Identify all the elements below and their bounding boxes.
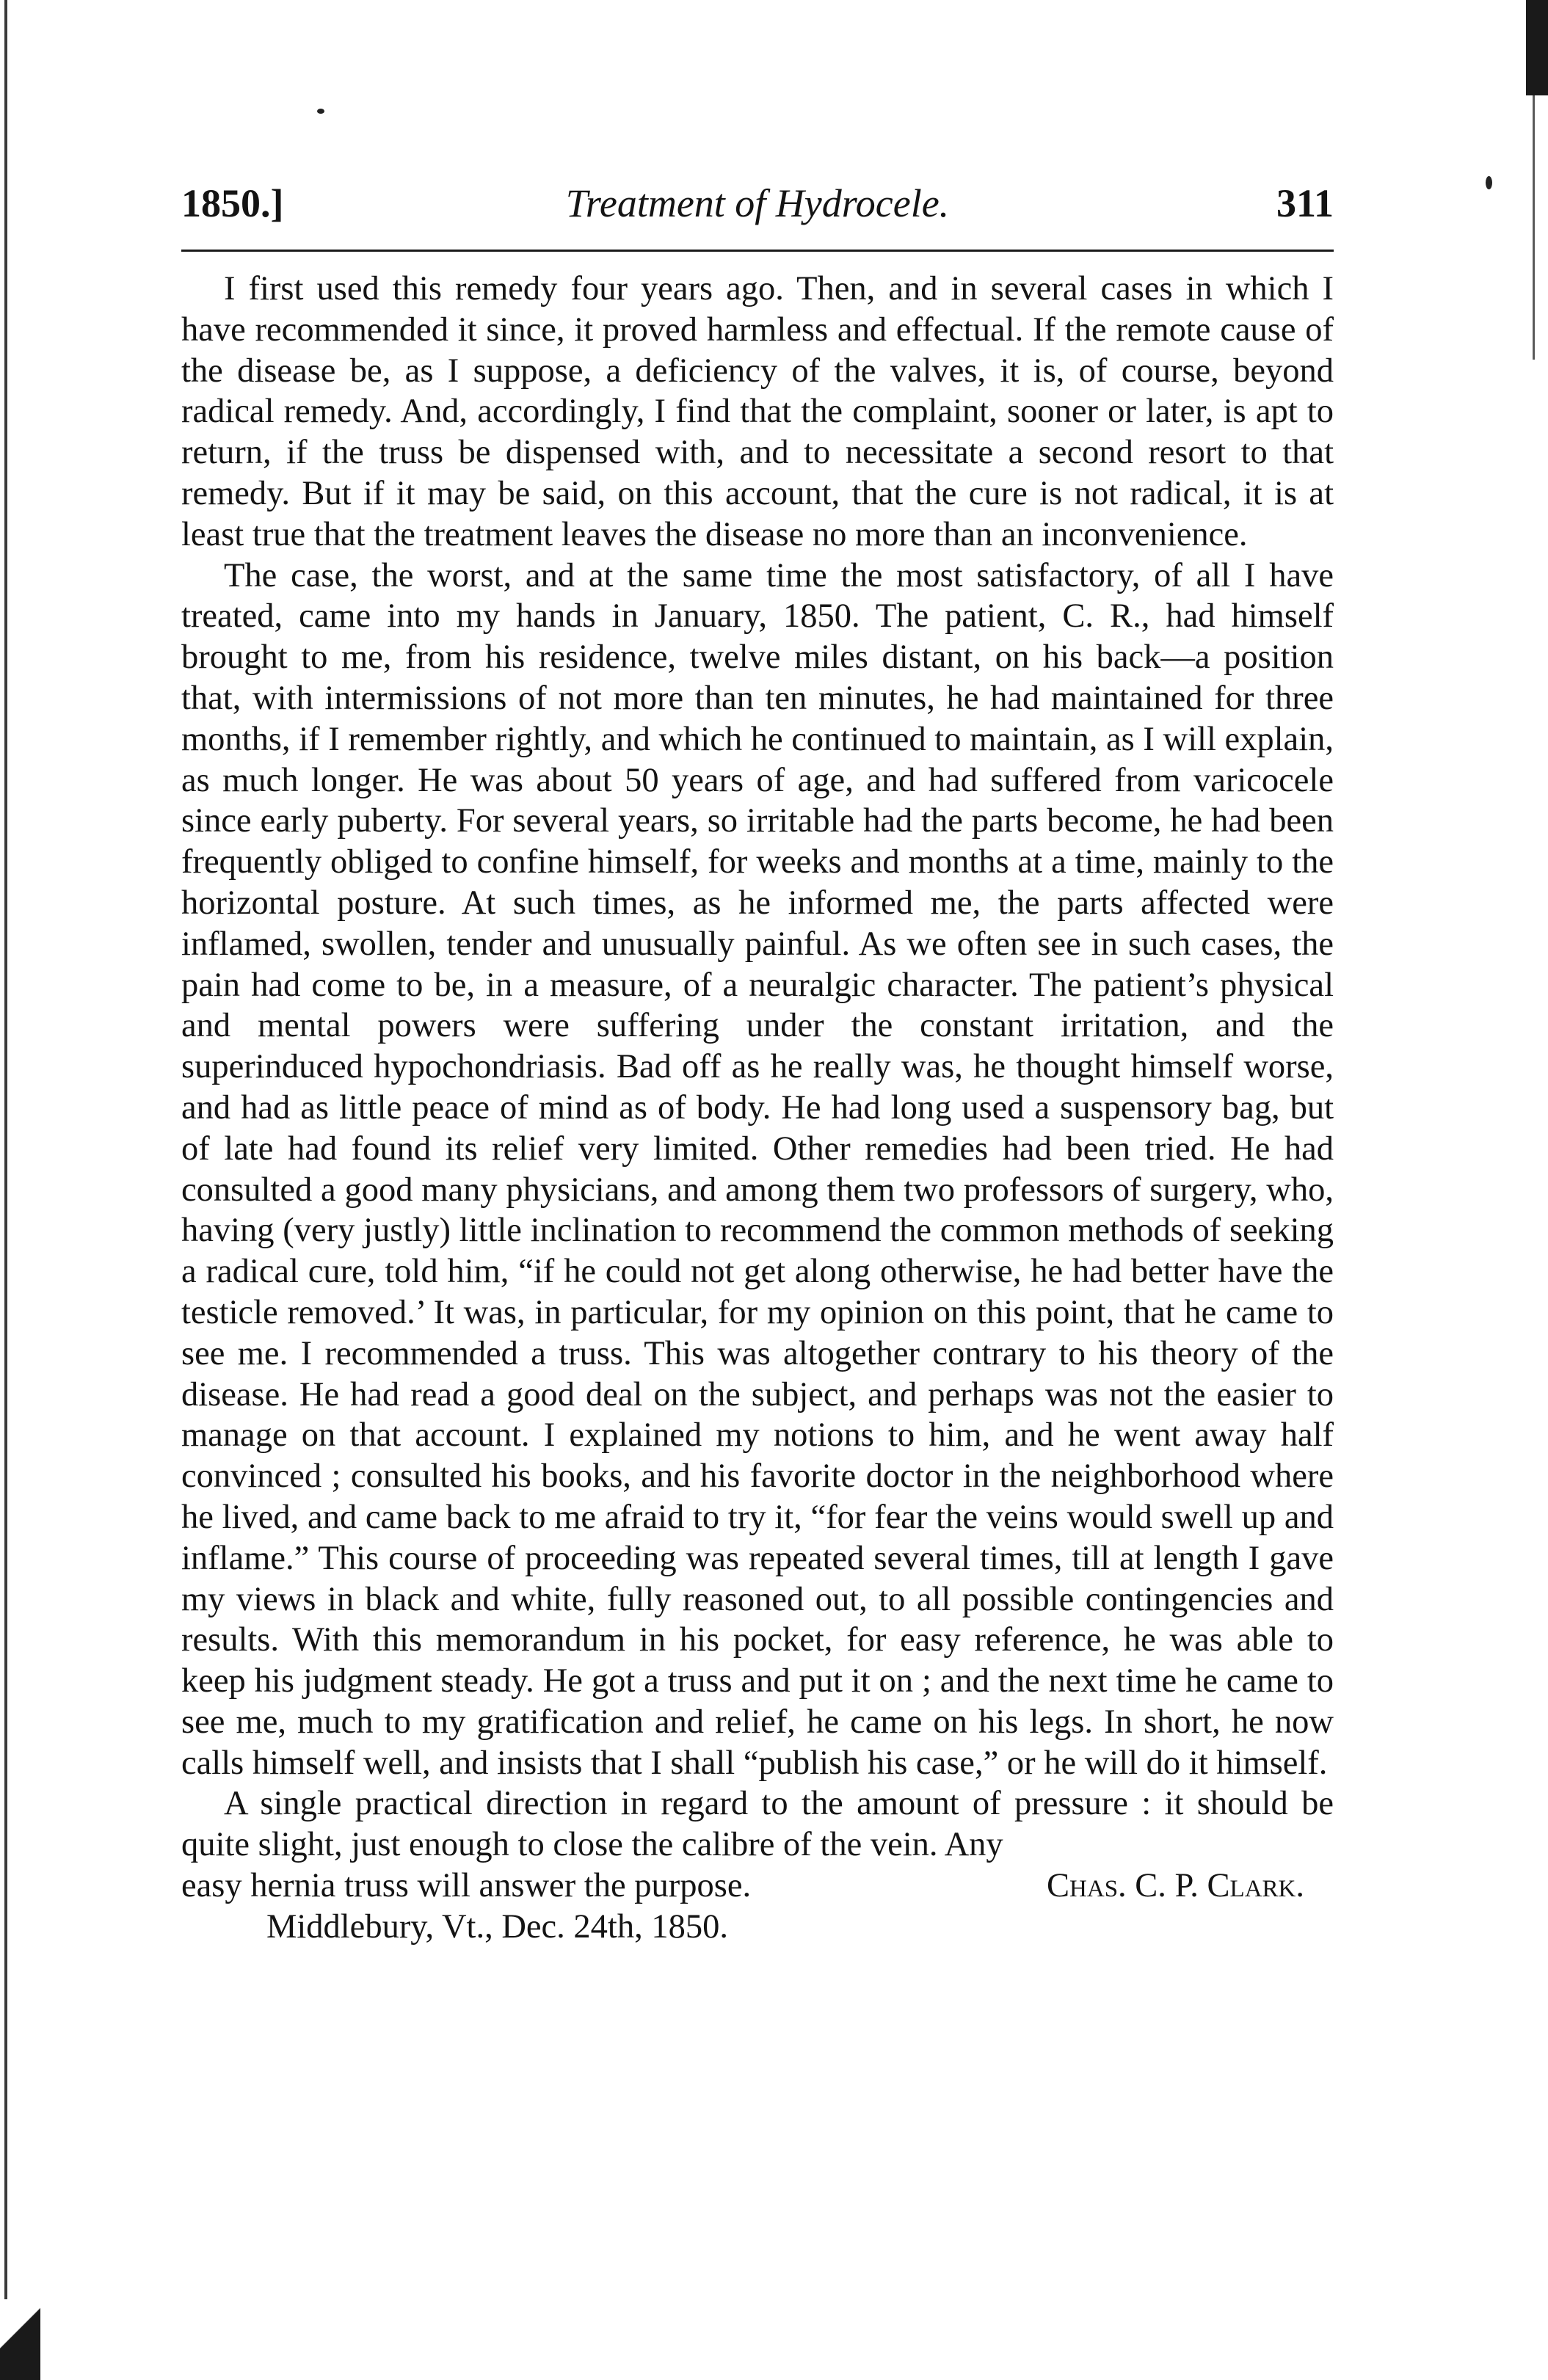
author-signature: Chas. C. P. Clark. — [1047, 1867, 1304, 1905]
header-year: 1850.] — [181, 181, 284, 225]
header-page-number: 311 — [1276, 181, 1334, 225]
scan-edge-left — [4, 0, 7, 2380]
article-body — [181, 269, 1334, 1948]
header-title: Treatment of Hydrocele. — [565, 181, 950, 225]
closing-line: easy hernia truss will answer the purpose. — [181, 1867, 752, 1905]
paragraph-1: I first used this remedy four years ago. Then, and in several cases in which I have recommended it since, it proved harmless and effectual. If the remote cause of the disease be, as I suppose, a deficiency of the valves, it is, of course, beyond radical remedy. And, accordingly, I find that the complaint, sooner or later, is apt to return, if the truss be dispensed with, and to necessitate a second resort to that remedy. But if it may be said, on this account, that the cure is not radical, it is at least true that the treatment leaves the disease no more than an inconvenience. — [181, 270, 1334, 553]
paragraph-2: The case, the worst, and at the same time the most satisfactory, of all I have treated, came into my hands in January, 1850. The patient, C. R., had himself brought to me, from his residence, twelve miles distant, on his back—a position that, with intermissions of not more than ten minutes, he had maintained for three months, if I remember rightly, and which he continued to maintain, as I will explain, as much longer. He was about 50 years of age, and had suffered from varicocele since early puberty. For several years, so irritable had the parts become, he had been frequently obliged to confine himself, for weeks and months at a time, mainly to the horizontal posture. At such times, as he informed me, the parts affected were inflamed, swollen, tender and unusually painful. As we often see in such cases, the pain had come to be, in a measure, of a neuralgic character. The patient’s physical and mental powers were suffering under the constant irritation, and the superinduced hypochondriasis. Bad off as he really was, he thought himself worse, and had as little peace of mind as of body. He had long used a suspensory bag, but of late had found its relief very limited. Other remedies had been tried. He had consulted a good many physicians, and among them two professors of surgery, who, having (very justly) little inclination to recommend the common methods of seeking a radical cure, told him, “if he could not get along otherwise, he had better have the testicle removed.’ It was, in particular, for my opinion on this point, that he came to see me. I recommended a truss. This was altogether contrary to his theory of the disease. He had read a good deal on the subject, and perhaps was not the easier to manage on that account. I explained my notions to him, and he went away half convinced ; consulted his books, and his favorite doctor in the neighborhood where he lived, and came back to me afraid to try it, “for fear the veins would swell up and inflame.” This course of proceeding was repeated several times, till at length I gave my views in black and white, fully reasoned out, to all possible contingencies and results. With this memorandum in his pocket, for easy reference, he was able to keep his judgment steady. He got a truss and put it on ; and the next time he came to see me, much to my gratification and relief, he came on his legs. In short, he now calls himself well, and insists that I shall “publish his case,” or he will do it himself. — [181, 556, 1334, 1782]
scan-speck — [1486, 176, 1492, 189]
scan-corner-bottom-left — [0, 2299, 40, 2380]
running-header — [181, 178, 1334, 229]
dateline: Middlebury, Vt., Dec. 24th, 1850. — [266, 1907, 728, 1946]
paragraph-3: A single practical direction in regard to the amount of pressure : it should be quite slight, just enough to close the calibre of the vein. Any — [181, 1785, 1334, 1864]
signature-line — [181, 1866, 1334, 1907]
scan-edge-right — [1533, 95, 1535, 360]
scan-edge-top-right — [1526, 0, 1548, 95]
scan-speck — [317, 109, 324, 114]
header-rule — [181, 250, 1334, 252]
